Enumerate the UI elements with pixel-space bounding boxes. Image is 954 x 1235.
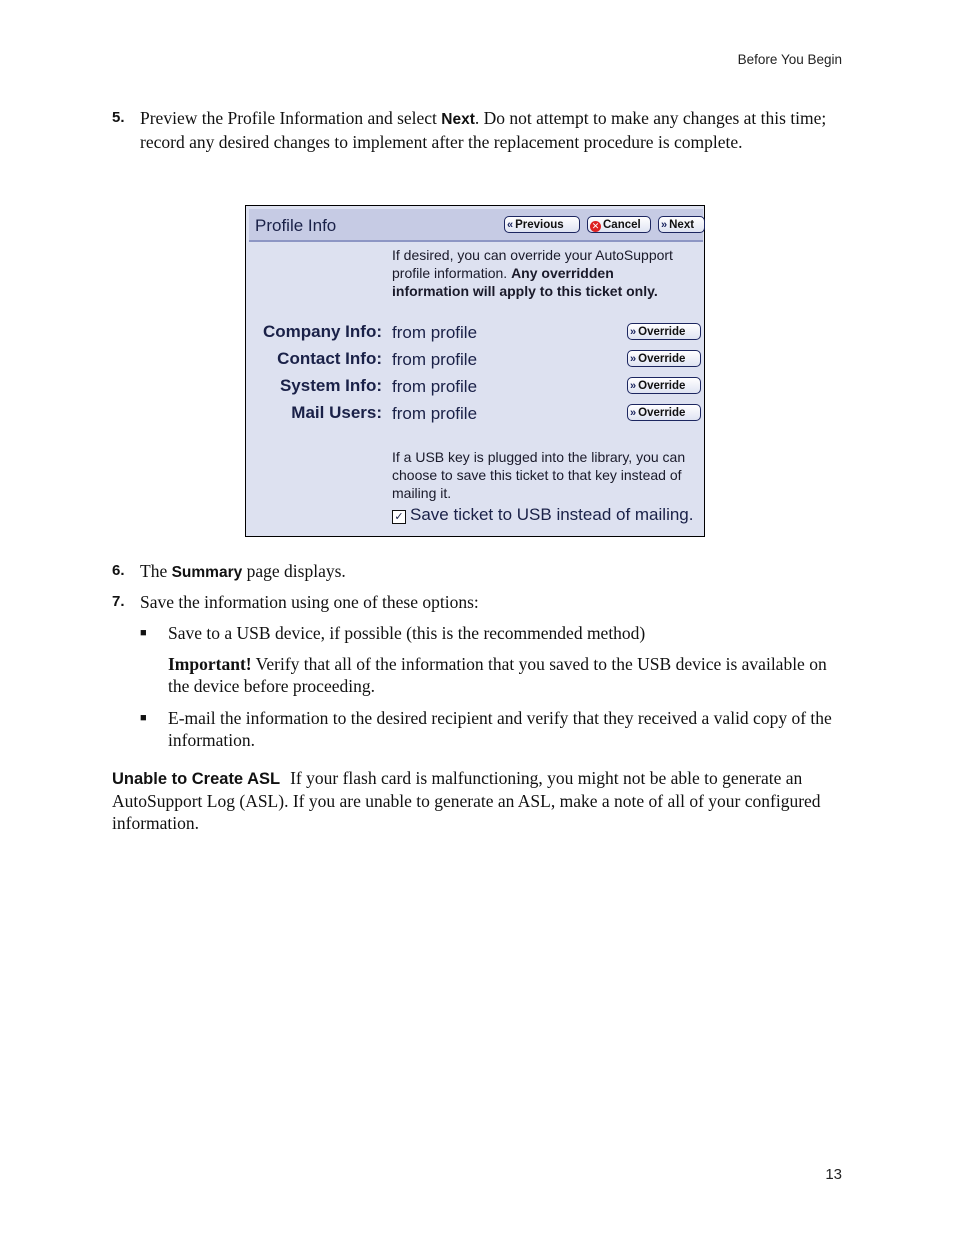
- bullet-email: [140, 707, 840, 751]
- double-chevron-right-icon: »: [630, 407, 637, 419]
- contact-override-button[interactable]: [627, 350, 701, 367]
- screen-titlebar: [249, 209, 703, 242]
- important-text: Verify that all of the information that you saved to the USB device is available on the device before proceeding.: [168, 654, 827, 696]
- screen-title: Profile Info: [255, 216, 337, 235]
- step-number: 7.: [112, 593, 125, 610]
- double-chevron-right-icon: »: [630, 353, 637, 365]
- cancel-label: Cancel: [603, 219, 641, 231]
- step-6: [112, 560, 842, 584]
- contact-info-label: Contact Info:: [277, 349, 382, 368]
- usb-checkbox-label: Save ticket to USB instead of mailing.: [410, 505, 694, 524]
- mail-users-value: from profile: [392, 404, 478, 423]
- running-header: Before You Begin: [737, 52, 842, 67]
- step-5: [112, 107, 842, 153]
- previous-label: Previous: [515, 219, 564, 231]
- usb-checkbox-row[interactable]: [392, 505, 693, 525]
- system-override-button[interactable]: [627, 377, 701, 394]
- system-info-label: System Info:: [279, 376, 382, 395]
- bullet-usb: [140, 622, 840, 644]
- mail-users-label: Mail Users:: [291, 403, 382, 422]
- step-text-a: The: [140, 561, 172, 581]
- step-text: [140, 107, 842, 153]
- intro-text: If desired, you can override your AutoSupport profile information.: [392, 247, 673, 281]
- override-label: Override: [638, 407, 686, 419]
- cancel-button[interactable]: [587, 216, 651, 233]
- step-text-a: Preview the Profile Information and select: [140, 108, 442, 128]
- override-label: Override: [638, 353, 686, 365]
- important-label: Important!: [168, 654, 252, 674]
- bullet-square-icon: ■: [140, 627, 147, 639]
- override-label: Override: [638, 380, 686, 392]
- asl-heading: Unable to Create ASL: [112, 770, 281, 788]
- override-intro: [392, 246, 692, 300]
- cancel-x-icon: ✕: [591, 221, 600, 231]
- double-chevron-right-icon: »: [630, 380, 637, 392]
- bullet-text: Save to a USB device, if possible (this is the recommended method): [168, 623, 646, 643]
- double-chevron-right-icon: »: [630, 326, 637, 338]
- previous-button[interactable]: [504, 216, 580, 233]
- bullet-square-icon: ■: [140, 712, 147, 724]
- next-label: Next: [669, 219, 695, 231]
- step-7: [112, 591, 842, 613]
- intro-bold-text: Any overridden information will apply to this ticket only.: [392, 265, 658, 299]
- mail-users-override-button[interactable]: [627, 404, 701, 421]
- step-number: 6.: [112, 562, 125, 579]
- asl-text: If your flash card is malfunctioning, you might not be able to generate an AutoSupport Log (ASL). If you are unable to generate an ASL, make a note of all of your configured information.: [112, 768, 821, 833]
- page-number: 13: [825, 1166, 842, 1183]
- important-note: [168, 653, 840, 697]
- usb-note: If a USB key is plugged into the library, you can choose to save this ticket to that key instead of mailing it.: [392, 449, 686, 501]
- step-text: [140, 560, 842, 584]
- bullet-text: E-mail the information to the desired recipient and verify that they received a valid copy of the information.: [168, 708, 832, 750]
- company-info-label: Company Info:: [263, 322, 382, 341]
- company-info-value: from profile: [392, 323, 478, 342]
- next-button[interactable]: [658, 216, 705, 233]
- summary-keyword: Summary: [171, 564, 243, 581]
- step-text: Save the information using one of these options:: [140, 592, 479, 612]
- next-keyword: Next: [441, 111, 475, 128]
- double-chevron-right-icon: »: [661, 219, 668, 231]
- system-info-value: from profile: [392, 377, 478, 396]
- profile-info-screenshot: [245, 205, 705, 537]
- step-text-b: page displays.: [242, 561, 346, 581]
- company-override-button[interactable]: [627, 323, 701, 340]
- step-text-b: . Do not attempt to make any changes at this time; record any desired changes to implement after the replacement procedure is complete.: [140, 108, 827, 152]
- usb-checkbox[interactable]: ✓: [392, 510, 406, 524]
- double-chevron-left-icon: «: [507, 219, 514, 231]
- asl-section: [112, 767, 842, 834]
- step-number: 5.: [112, 109, 125, 126]
- contact-info-value: from profile: [392, 350, 478, 369]
- override-label: Override: [638, 326, 686, 338]
